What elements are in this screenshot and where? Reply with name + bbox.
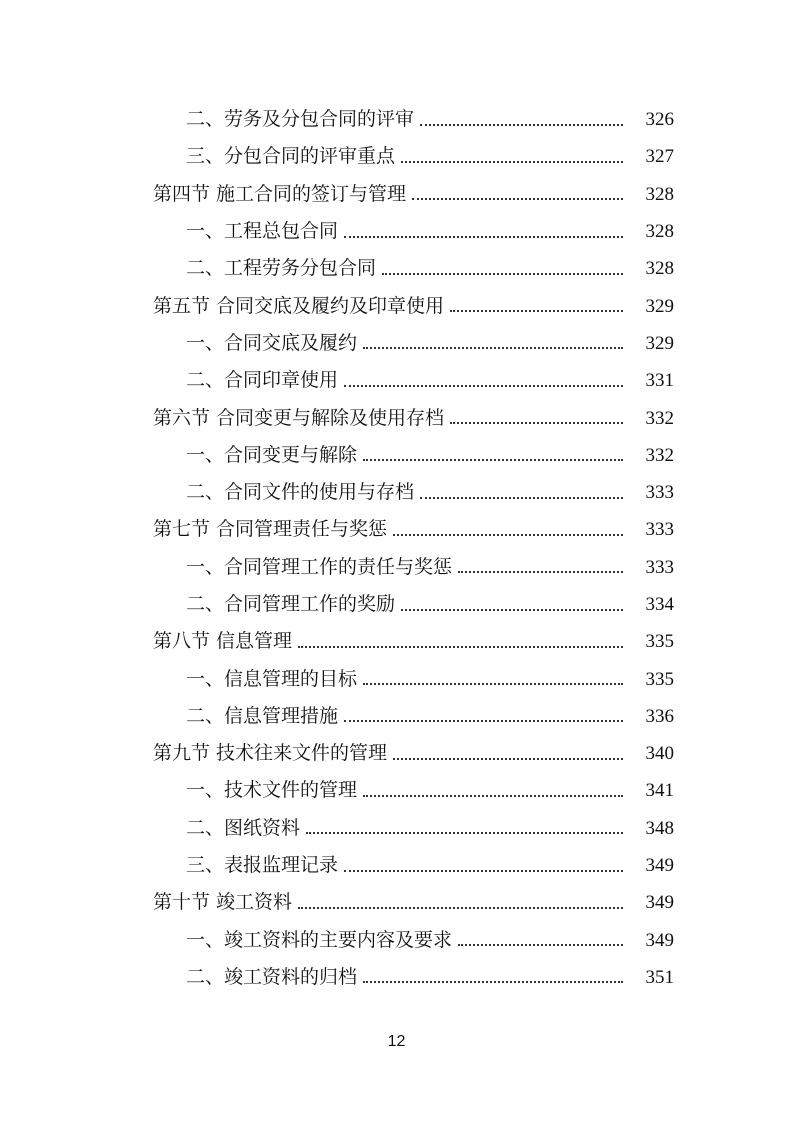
toc-entry-title: 二、竣工资料的归档 [186, 965, 358, 988]
toc-entry-page: 332 [645, 407, 674, 429]
toc-entry-page: 326 [645, 109, 674, 131]
toc-entry-page: 351 [645, 966, 674, 988]
dot-leader [344, 385, 623, 387]
toc-entry-page: 348 [645, 817, 674, 839]
toc-entry[interactable] [0, 213, 793, 250]
dot-leader [450, 310, 623, 312]
toc-section-title: 第九节 技术往来文件的管理 [153, 742, 388, 765]
toc-entry-page: 335 [645, 631, 674, 653]
toc-entry-title: 一、合同管理工作的责任与奖惩 [186, 555, 453, 578]
toc-entry-title: 一、合同交底及履约 [186, 331, 358, 354]
toc-entry[interactable] [0, 325, 793, 362]
toc-entry[interactable] [0, 474, 793, 511]
toc-entry-title: 二、劳务及分包合同的评审 [186, 108, 415, 131]
toc-entry-page: 336 [645, 705, 674, 727]
dot-leader [363, 795, 623, 797]
toc-entry-page: 349 [645, 855, 674, 877]
toc-entry-page: 333 [645, 482, 674, 504]
toc-entry-page: 332 [645, 444, 674, 466]
toc-entry-title: 二、合同印章使用 [186, 369, 339, 392]
toc-entry[interactable] [0, 922, 793, 959]
toc-entry[interactable] [0, 101, 793, 138]
toc-entry[interactable] [0, 437, 793, 474]
dot-leader [420, 497, 623, 499]
toc-section-title: 第七节 合同管理责任与奖惩 [153, 518, 388, 541]
toc-entry[interactable] [0, 549, 793, 586]
toc-entry-title: 二、工程劳务分包合同 [186, 257, 377, 280]
dot-leader [298, 646, 623, 648]
toc-entry-page: 333 [645, 556, 674, 578]
dot-leader [363, 459, 623, 461]
toc-entry-page: 349 [645, 929, 674, 951]
dot-leader [450, 422, 623, 424]
toc-entry-page: 329 [645, 332, 674, 354]
toc-entry-title: 二、图纸资料 [186, 816, 301, 839]
toc-entry-title: 一、合同变更与解除 [186, 443, 358, 466]
dot-leader [420, 124, 623, 126]
toc-entry-title: 三、表报监理记录 [186, 854, 339, 877]
dot-leader [393, 758, 623, 760]
page-number: 12 [387, 1033, 406, 1050]
toc-entry[interactable] [0, 959, 793, 996]
toc-section-title: 第六节 合同变更与解除及使用存档 [153, 406, 445, 429]
toc-entry-title: 一、技术文件的管理 [186, 779, 358, 802]
dot-leader [306, 832, 623, 834]
toc-entry-page: 328 [645, 183, 674, 205]
toc-entry-title: 三、分包合同的评审重点 [186, 145, 396, 168]
toc-section[interactable] [0, 735, 793, 772]
toc-entry-page: 327 [645, 146, 674, 168]
toc-entry-page: 334 [645, 594, 674, 615]
toc-entry[interactable] [0, 660, 793, 697]
toc-section-title: 第十节 竣工资料 [153, 891, 293, 914]
toc-section[interactable] [0, 623, 793, 660]
toc-entry-title: 一、竣工资料的主要内容及要求 [186, 928, 453, 951]
dot-leader [458, 571, 623, 573]
dot-leader [458, 944, 623, 946]
toc-entry-page: 328 [645, 221, 674, 243]
toc-section-title: 第四节 施工合同的签订与管理 [153, 182, 407, 205]
dot-leader [363, 347, 623, 349]
toc-entry-title: 一、信息管理的目标 [186, 667, 358, 690]
toc-section[interactable] [0, 287, 793, 324]
dot-leader [363, 683, 623, 685]
toc-entry[interactable] [0, 362, 793, 399]
toc-entry-page: 333 [645, 519, 674, 541]
toc-entry-title: 二、合同管理工作的奖励 [186, 593, 396, 615]
toc-entry-page: 328 [645, 258, 674, 280]
toc-entry-page: 335 [645, 668, 674, 690]
dot-leader [401, 161, 623, 163]
toc-section[interactable] [0, 176, 793, 213]
toc-section[interactable] [0, 511, 793, 548]
toc-entry-page: 329 [645, 295, 674, 317]
dot-leader [344, 720, 623, 722]
toc-entry-page: 340 [645, 743, 674, 765]
toc-entry[interactable] [0, 847, 793, 884]
dot-leader [344, 236, 623, 238]
dot-leader [363, 981, 623, 983]
toc-entry-title: 二、信息管理措施 [186, 704, 339, 727]
dot-leader [344, 870, 623, 872]
toc-entry-page: 349 [645, 892, 674, 914]
toc-entry[interactable] [0, 138, 793, 175]
toc-section[interactable] [0, 884, 793, 921]
toc-section-title: 第八节 信息管理 [153, 630, 293, 653]
toc-entry-title: 二、合同文件的使用与存档 [186, 481, 415, 504]
dot-leader [382, 273, 623, 275]
toc-entry[interactable] [0, 250, 793, 287]
toc-entry[interactable] [0, 772, 793, 809]
toc-entry[interactable] [0, 698, 793, 735]
toc-entry-page: 341 [645, 780, 674, 802]
toc-entry-page: 331 [645, 370, 674, 392]
dot-leader [298, 907, 623, 909]
dot-leader [412, 198, 623, 200]
toc-section-title: 第五节 合同交底及履约及印章使用 [153, 294, 445, 317]
toc-entry[interactable] [0, 586, 793, 623]
toc-entry-title: 一、工程总包合同 [186, 220, 339, 243]
toc-entry[interactable] [0, 810, 793, 847]
table-of-contents [0, 101, 793, 996]
toc-section[interactable] [0, 399, 793, 436]
dot-leader [393, 534, 623, 536]
dot-leader [401, 609, 623, 611]
